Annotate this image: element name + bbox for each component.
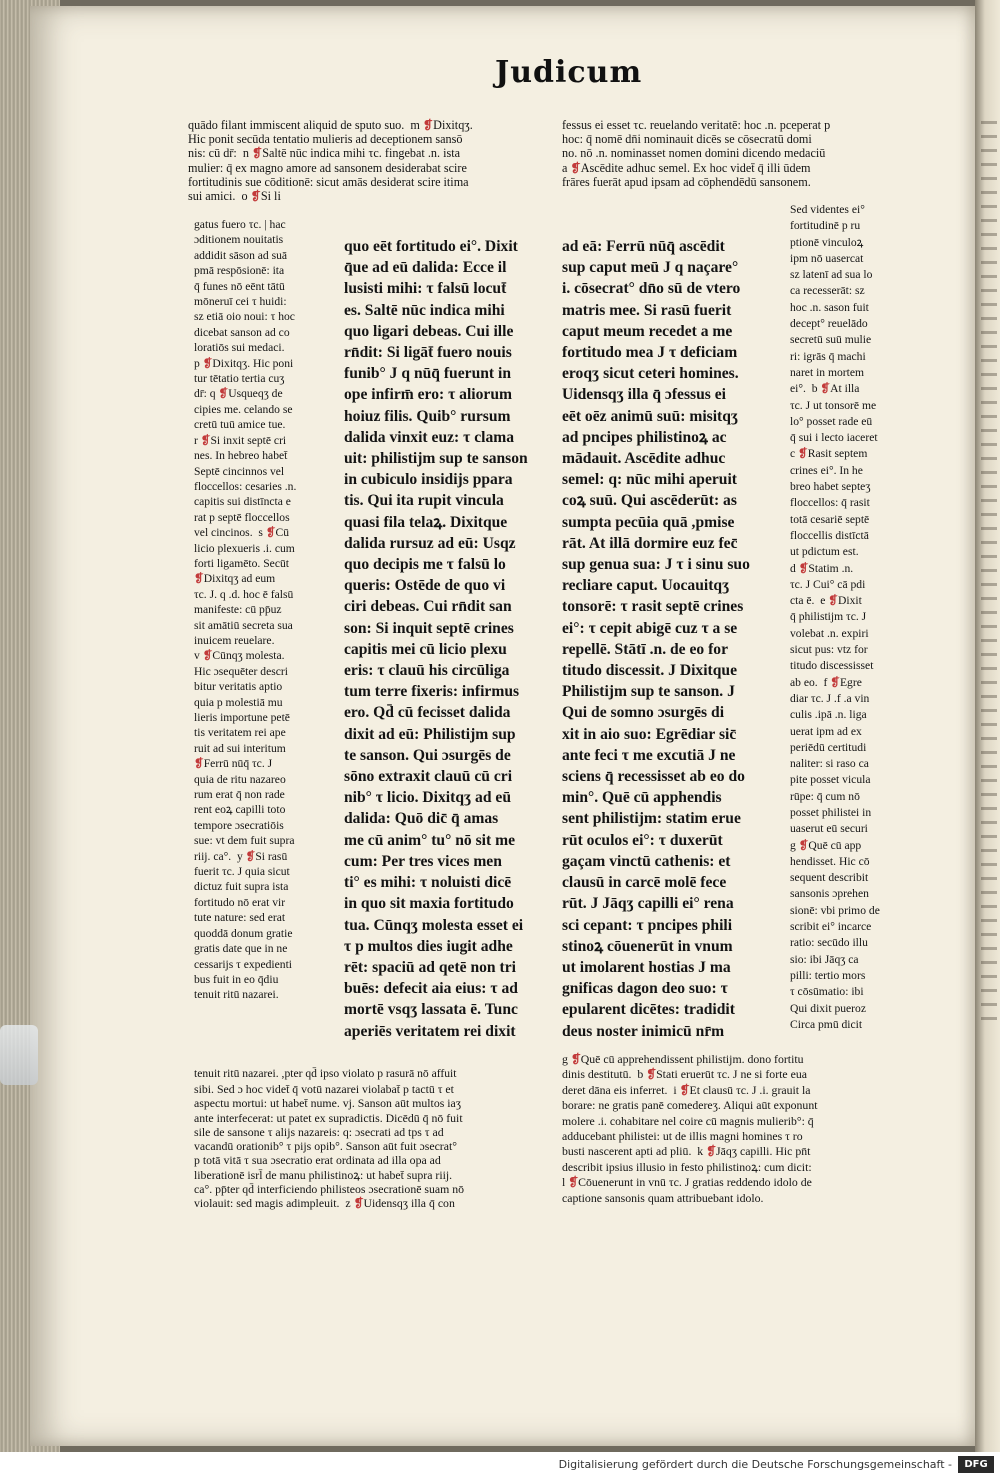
gloss-line: lieris importune petē: [194, 711, 290, 724]
gloss-line: lo° posset rade eū: [790, 414, 873, 428]
gloss-line: no. nō .n. nominasset nomen domini dicendo medaciū: [562, 146, 826, 161]
gloss-line: tempore ɔsecratiōis: [194, 818, 284, 832]
text-line: lusisti mihi: τ falsū locut̄: [344, 280, 507, 298]
gloss-line: τ cōsūmatio: ibi: [790, 985, 864, 999]
paragraph-mark-icon: ❡: [830, 675, 840, 689]
text-line: eēt oēz animū suū: misitqʒ: [562, 407, 739, 425]
text-line: Philistijm sup te sanson. J: [562, 683, 735, 701]
gloss-line: totā cesariē septē: [790, 512, 870, 526]
text-line: ope infirm̄ ero: τ aliorum: [344, 386, 513, 404]
left-gloss-column: [194, 217, 334, 1003]
gloss-line: sansonis ɔprehen: [790, 887, 869, 901]
top-right-gloss: [562, 118, 902, 189]
gloss-line: Qui dixit pueroz: [790, 1001, 866, 1015]
gloss-line: bitur veritatis aptio: [194, 680, 283, 694]
right-gloss-column: [790, 202, 905, 1033]
paragraph-mark-icon: ❡: [798, 447, 808, 461]
text-line: quo decipis me τ falsū lo: [344, 556, 506, 574]
gloss-line: uaserut eū securi: [790, 822, 868, 836]
text-line: xit in aio suo: Egrēdiar sic̄: [562, 725, 737, 743]
gloss-line: g ❡Quē cū apprehendissent philistijm. dono fortitu: [562, 1052, 804, 1066]
text-line: recliare caput. Uocauitqʒ: [562, 577, 730, 595]
text-line: q̄ue ad eū dalida: Ecce il: [344, 259, 507, 277]
gloss-line: bus fuit in eo q̄diu: [194, 972, 279, 986]
gloss-line: Circa pmū dicit: [790, 1017, 863, 1031]
gloss-line: Septē cincinnos vel: [194, 464, 285, 478]
gloss-line: decept° reuelādo: [790, 317, 868, 331]
text-line: rūt. J Jāqʒ capilli ei° rena: [562, 895, 734, 913]
gloss-line: tenuit ritū nazarei.: [194, 988, 279, 1002]
text-line: ti° es mihi: τ noluisti dicē: [344, 874, 512, 892]
gloss-line: ab eo. f ❡Egre: [790, 675, 862, 689]
text-line: caput meum recedet a me: [562, 322, 733, 340]
gloss-line: sio: ibi Jāqʒ ca: [790, 952, 859, 966]
gloss-line: fortitudo nō erat vir: [194, 895, 286, 909]
bible-text-column-1: [344, 236, 554, 1042]
gloss-line: v ❡Cūnqʒ molesta.: [194, 649, 285, 663]
text-line: epularent dicētes: tradidit: [562, 1001, 735, 1019]
gloss-line: addidit sāson ad suā: [194, 248, 288, 262]
gloss-line: quoddā donum gratie: [194, 926, 293, 940]
paragraph-mark-icon: ❡: [250, 189, 261, 204]
gloss-line: sibi. Sed ɔ hoc videt̄ q̄ votū nazarei violabat̄ p tactū τ et: [194, 1082, 454, 1096]
gloss-line: mōneruī cei τ huidi:: [194, 295, 287, 309]
text-line: tis. Qui ita rupit vincula: [344, 492, 504, 510]
gloss-line: dinis destitutū. b ❡Stati eruerūt τc. J ne si forte eua: [562, 1067, 807, 1082]
gloss-line: rum erat q̄ non rade: [194, 788, 285, 802]
top-gloss: [188, 118, 543, 203]
gloss-line: ❡Dixitqʒ ad eum: [194, 572, 276, 586]
text-line: clausū in carcē molē fece: [562, 874, 727, 892]
gloss-line: secretū suū mulie: [790, 333, 872, 347]
bottom-left-first-line: tenuit ritū nazarei. ,pter qd̄ ipso violato p rasurā nō affuit: [194, 1067, 457, 1080]
paragraph-mark-icon: ❡: [218, 387, 229, 401]
gloss-line: titudo discessisset: [790, 659, 874, 673]
paragraph-mark-icon: ❡: [251, 146, 263, 161]
text-line: rn̄dit: Si ligāt̄ fuero nouis: [344, 344, 512, 362]
gloss-line: l ❡Cōuenerunt in vnū τc. J gratias reddendo idolo de: [562, 1175, 812, 1190]
gloss-line: cta ē. e ❡Dixit: [790, 594, 862, 608]
gloss-line: g ❡Quē cū app: [790, 838, 862, 852]
gloss-line: manifeste: cū pp̄uz: [194, 603, 282, 617]
gloss-line: q̄ funes nō eēnt tātū: [194, 279, 285, 293]
gloss-line: cessarijs τ expedienti: [194, 957, 293, 971]
text-line: ad pncipes philistinoꝝ ac: [562, 428, 727, 446]
gloss-line: sue: vt dem fuit supra: [194, 834, 295, 848]
text-line: quasi fila telaꝝ. Dixitque: [344, 513, 508, 531]
text-line: nib° τ licio. Dixitqʒ ad eū: [344, 789, 512, 807]
gloss-line: mulier: q̄ ex magno amore ad sansonem desiderabat scire: [188, 160, 467, 175]
text-line: mortē vsqʒ lassata ē. Tunc: [344, 1001, 518, 1019]
gloss-line: ca recesserāt: sz: [790, 284, 865, 298]
gloss-line: q̄ sui i lecto iaceret: [790, 431, 878, 445]
gloss-line: rūpe: q̄ cum nō: [790, 789, 860, 803]
text-line: dalida vinxit euz: τ clama: [344, 428, 515, 446]
text-line: Qui de somno ɔsurgēs di: [562, 704, 725, 722]
paragraph-mark-icon: ❡: [706, 1144, 717, 1159]
gloss-line: busti nascerent apti ad pliū. k ❡Jāqʒ capilli. Hic pn̄t: [562, 1144, 811, 1159]
gloss-line: quia de ritu nazareo: [194, 772, 286, 786]
text-line: in cubiculo insidijs ppara: [344, 471, 513, 489]
gloss-line: loratiōs sui medaci.: [194, 341, 285, 355]
paragraph-mark-icon: ❡: [194, 572, 204, 586]
text-line: titudo discessit. J Dixitque: [562, 662, 738, 680]
text-line: rūt oculos ei°: τ duxerūt: [562, 831, 723, 849]
paragraph-mark-icon: ❡: [353, 1196, 364, 1211]
text-line: dixit ad eū: Philistijm sup: [344, 725, 516, 743]
gloss-line: quādo filant immiscent aliquid de sputo suo. m ❡Dixitqʒ.: [188, 118, 473, 132]
gloss-line: sz etiā oio noui: τ hoc: [194, 310, 295, 324]
gloss-line: r ❡Si inxit septē cri: [194, 433, 287, 447]
text-line: queris: Ostēde de quo vi: [344, 577, 506, 595]
text-line: te sanson. Qui ɔsurgēs de: [344, 746, 511, 764]
text-line: ciri debeas. Cui rn̄dit san: [344, 598, 512, 616]
gloss-line: naret in mortem: [790, 365, 865, 379]
running-head: Judicum: [495, 55, 643, 90]
paragraph-mark-icon: ❡: [570, 1052, 581, 1066]
text-line: dalida: Quō dic̄ q̄ amas: [344, 810, 499, 828]
gloss-line: floccellos: q̄ rasit: [790, 496, 870, 510]
text-line: capitis mei cū licio plexu: [344, 640, 507, 658]
gloss-line: ❡Ferrū nūq̄ τc. J: [194, 757, 273, 771]
gloss-line: sui amici. o ❡Si li: [188, 189, 281, 204]
gloss-line: volebat .n. expiri: [790, 626, 869, 640]
gloss-line: quia p molestiā mu: [194, 695, 283, 709]
paragraph-mark-icon: ❡: [202, 356, 213, 370]
gloss-line: τc. J. q .d. hoc ē falsū: [194, 587, 294, 601]
gloss-line: inuicem reuelare.: [194, 633, 275, 647]
paragraph-mark-icon: ❡: [422, 118, 434, 132]
gloss-line: hoc: q̄ nomē dn̄i nominauit dicēs se cōsecratū domi: [562, 132, 812, 147]
paragraph-mark-icon: ❡: [265, 526, 276, 540]
gloss-line: τc. J Cui° cā pdi: [790, 577, 866, 591]
gloss-line: borare: ne gratis panē comedereʒ. Aliqui aūt exponunt: [562, 1098, 818, 1113]
facing-page-text-edge: [981, 120, 997, 1020]
gloss-line: tis veritatem rei ape: [194, 726, 286, 740]
gloss-line: floccellis distīctā: [790, 528, 869, 542]
gloss-line: vacandū orationib° τ pijs opib°. Sanson aūt fuit ɔsecrat°: [194, 1139, 457, 1154]
digitization-footer: [0, 1452, 1000, 1479]
text-line: min°. Quē cū apphendis: [562, 789, 722, 807]
gloss-line: ante interfecerat: ut patet ex supradictis. Dicēdū q̄ nō fuit: [194, 1110, 463, 1125]
text-line: in quo sit maxia fortitudo: [344, 895, 514, 913]
gloss-line: captione sansonis quam attribuebant idolo.: [562, 1190, 764, 1205]
text-line: deus noster inimicū nr̄m: [562, 1022, 725, 1040]
gloss-line: nis: cū dr̄: n ❡Saltē nūc indica mihi τc. fingebat .n. ista: [188, 146, 461, 161]
dfg-logo: DFG: [958, 1456, 994, 1473]
gloss-line: p totā vitā τ sua ɔsecratio erat ordinata ad illa opa ad: [194, 1153, 441, 1168]
text-line: gaçam vinctū cathenis: et: [562, 852, 731, 870]
paragraph-mark-icon: ❡: [200, 433, 211, 447]
text-line: ante feci τ me excutiā J ne: [562, 746, 736, 764]
text-line: quo eēt fortitudo ei°. Dixit: [344, 238, 518, 255]
gloss-line: molere .i. cohabitare nel coire cū magnis mulierib°: q̄: [562, 1113, 814, 1128]
bottom-right-gloss: [562, 1052, 907, 1206]
gloss-line: sit amātiū secreta sua: [194, 618, 293, 632]
paragraph-mark-icon: ❡: [828, 594, 839, 608]
gloss-line: periēdū certitudi: [790, 740, 867, 754]
gloss-line: uerat ipm ad ex: [790, 724, 862, 738]
gloss-line: sequent describit: [790, 871, 869, 885]
paragraph-mark-icon: ❡: [570, 160, 581, 175]
gloss-line: ruit ad sui interitum: [194, 741, 286, 755]
text-line: eroqʒ sicut ceteri homines.: [562, 365, 739, 383]
gloss-line: sile de sansone τ alijs nazareis: q: ɔsecrati ad tps τ ad: [194, 1124, 444, 1139]
gloss-line: sz latenī ad sua lo: [790, 268, 873, 282]
gloss-line: ei°. b ❡At illa: [790, 382, 860, 396]
text-line: sōno extraxit clauū cū cri: [344, 768, 513, 786]
text-line: hoiuz filis. Quib° rursum: [344, 407, 511, 425]
gloss-line: ratio: secūdo illu: [790, 936, 868, 950]
gloss-line: ptionē vinculoꝝ: [790, 235, 864, 249]
text-line: sup genua sua: J τ i sinu suo: [562, 556, 750, 574]
text-line: sup caput meū J q naçare°: [562, 259, 739, 277]
gloss-line: fortitudinē p ru: [790, 219, 861, 233]
text-line: sci cepant: τ pncipes phili: [562, 916, 733, 934]
gloss-line: liberationē isrl̄ de manu philistinoꝝ: ut habet̄ supra riij.: [194, 1167, 453, 1182]
gloss-line: frāres fuerāt apud ipsam ad cōphendēdū sansonem.: [562, 174, 811, 189]
paragraph-mark-icon: ❡: [202, 649, 213, 663]
text-line: gnificas dagon deo suo: τ: [562, 980, 728, 998]
gloss-line: naliter: si raso ca: [790, 757, 869, 771]
gloss-line: pmā respōsionē: ita: [194, 264, 285, 278]
gloss-line: fuerit τc. J quia sicut: [194, 865, 290, 879]
gloss-line: deret dāna eis inferret. i ❡Et clausū τc. J .i. grauit la: [562, 1082, 811, 1097]
paragraph-mark-icon: ❡: [646, 1067, 657, 1082]
text-line: stinoꝝ cōuenerūt in vnum: [562, 937, 733, 955]
footer-credit: Digitalisierung gefördert durch die Deutsche Forschungsgemeinschaft -: [558, 1458, 952, 1471]
paragraph-mark-icon: ❡: [798, 838, 809, 852]
text-line: ad eā: Ferrū nūq̄ ascēdit: [562, 238, 725, 255]
gloss-line: Hic ɔsequēter descri: [194, 664, 288, 678]
gloss-line: gatus fuero τc. | hac: [194, 218, 286, 231]
gloss-line: cretū tuū amice tue.: [194, 418, 286, 432]
gloss-line: tur tētatio tertia cuʒ: [194, 372, 285, 386]
text-line: tua. Cūnqʒ molesta esset ei: [344, 916, 524, 934]
paragraph-mark-icon: ❡: [568, 1175, 579, 1190]
gloss-line: fortitudinis sue cōditionē: sicut amās desiderat scire itima: [188, 174, 469, 189]
text-line: rēt: spaciū ad qetē non tri: [344, 958, 516, 976]
text-line: ut imolarent hostias J ma: [562, 958, 731, 976]
gloss-line: capitis sui distīncta e: [194, 495, 291, 509]
paragraph-mark-icon: ❡: [245, 849, 256, 863]
text-line: fortitudo mea J τ deficiam: [562, 344, 738, 362]
gloss-line: crines ei°. In he: [790, 463, 863, 477]
text-line: matris mee. Si rasū fuerit: [562, 301, 732, 319]
gloss-line: q̄ philistijm τc. J: [790, 610, 867, 624]
gloss-line: rat p septē floccellos: [194, 510, 290, 524]
gloss-line: Hic ponit secūda tentatio mulieris ad deceptionem sansō: [188, 132, 463, 147]
gloss-line: ca°. pp̄ter qd̄ interficiendo philisteos ɔsecrationē suam nō: [194, 1182, 465, 1197]
bible-text-column-2: [562, 236, 772, 1042]
gloss-line: posset philistei in: [790, 805, 872, 819]
gloss-line: hoc .n. sason fuit: [790, 300, 869, 314]
gloss-line: dictuz fuit supra ista: [194, 880, 289, 894]
gloss-line: diar τc. J .f .a vin: [790, 691, 870, 705]
gloss-line: c ❡Rasit septem: [790, 447, 868, 461]
text-line: τ p multos dies iugit adhe: [344, 937, 513, 955]
text-line: me cū anim° tu° nō sit me: [344, 831, 515, 849]
text-line: aperiēs veritatem rei dixit: [344, 1022, 516, 1040]
bottom-left-gloss: [194, 1082, 544, 1211]
text-line: coꝝ suū. Qui ascēderūt: as: [562, 492, 737, 510]
gloss-line: violauit: sed magis adimpleuit. z ❡Uidensqʒ illa q̄ con: [194, 1196, 455, 1211]
gloss-line: sicut pus: vtz for: [790, 643, 868, 657]
gloss-line: τc. J ut tonsorē me: [790, 398, 877, 412]
text-line: i. cōsecrat° dn̄o sū de vtero: [562, 280, 741, 298]
gloss-line: licio plexueris .i. cum: [194, 541, 295, 555]
gloss-line: ipm nō uasercat: [790, 251, 864, 265]
gloss-line: pilli: tertio mors: [790, 968, 866, 982]
gloss-line: rent eoꝝ capilli toto: [194, 803, 286, 817]
gloss-line: culis .ipā .n. liga: [790, 708, 867, 722]
gloss-line: a ❡Ascēdite adhuc semel. Ex hoc videt̄ q̄ illi ūdem: [562, 160, 811, 175]
text-line: repellē. Stātī .n. de eo for: [562, 640, 729, 658]
gloss-line: dicebat sanson ad co: [194, 325, 290, 339]
text-line: dalida rursuz ad eū: Usqz: [344, 534, 516, 552]
text-line: sciens q̄ recessisset ab eo do: [562, 768, 745, 786]
paragraph-mark-icon: ❡: [194, 757, 204, 771]
text-line: quo ligari debeas. Cui ille: [344, 322, 514, 340]
gloss-line: adducebant philistei: ut de illis magni homines τ ro: [562, 1129, 803, 1144]
text-line: mādauit. Ascēdite adhuc: [562, 450, 726, 468]
gloss-line: ɔditionem nouitatis: [194, 233, 284, 247]
paragraph-mark-icon: ❡: [798, 561, 809, 575]
gloss-line: ri: igrās q̄ machi: [790, 349, 866, 363]
text-line: son: Si inquit septē crines: [344, 619, 514, 637]
text-line: es. Saltē nūc indica mihi: [344, 301, 505, 319]
gloss-line: floccellos: cesaries .n.: [194, 479, 297, 493]
gloss-line: tute nature: sed erat: [194, 911, 286, 925]
text-line: sumpta pecūia quā ,pmise: [562, 513, 735, 531]
text-line: ero. Qd̄ cū fecisset dalida: [344, 704, 511, 722]
text-line: uit: philistijm sup te sanson: [344, 450, 528, 468]
gloss-line: sionē: vbi primo de: [790, 903, 880, 917]
gloss-line: Sed videntes ei°: [790, 203, 865, 216]
text-line: rāt. At illā dormire euz fec̄: [562, 534, 738, 552]
paragraph-mark-icon: ❡: [679, 1082, 690, 1097]
gloss-line: forti ligamēto. Secūt: [194, 556, 289, 570]
text-line: buēs: defecit aia eius: τ ad: [344, 980, 518, 998]
paragraph-mark-icon: ❡: [820, 382, 831, 396]
text-line: semel: q: nūc mihi aperuit: [562, 471, 737, 489]
text-line: ei°: τ cepit abigē cuz τ a se: [562, 619, 738, 637]
text-line: cum: Per tres vices men: [344, 852, 502, 870]
text-line: Uidensqʒ illa q̄ ɔfessus ei: [562, 386, 726, 404]
text-line: funib° J q nūq̄ fuerunt in: [344, 365, 512, 383]
gloss-line: d ❡Statim .n.: [790, 561, 854, 575]
gloss-line: riij. ca°. y ❡Si rasū: [194, 849, 288, 863]
gloss-line: scribit ei° incarce: [790, 920, 872, 934]
gloss-line: dr̄: q ❡Usqueqʒ de: [194, 387, 283, 401]
facing-page-edge: [975, 0, 1000, 1479]
gloss-line: pite posset vicula: [790, 773, 871, 787]
gloss-line: p ❡Dixitqʒ. Hic poni: [194, 356, 294, 370]
gloss-line: ut pdictum est.: [790, 545, 859, 559]
gloss-line: hendisset. Hic cō: [790, 854, 870, 868]
gloss-line: fessus ei esset τc. reuelando veritatē: hoc .n. pceperat p: [562, 118, 831, 132]
gloss-line: vel cincinos. s ❡Cū: [194, 526, 290, 540]
text-line: tum terre fixeris: infirmus: [344, 683, 520, 701]
text-line: tonsorē: τ rasit septē crines: [562, 598, 744, 616]
gloss-line: nes. In hebreo habet̄: [194, 449, 288, 463]
gloss-line: describit ipsius illusio in festo philistinoꝝ: cum dicit:: [562, 1159, 812, 1174]
gloss-line: aspectu mortui: ut habet̄ nume. vj. Sanson aūt multos iaʒ: [194, 1096, 462, 1111]
gloss-line: breo habet septeʒ: [790, 480, 871, 494]
gloss-line: cipies me. celando se: [194, 402, 293, 416]
gloss-line: gratis date que in ne: [194, 942, 288, 956]
text-line: eris: τ clauū his circūliga: [344, 662, 510, 680]
page-clip: [0, 1025, 38, 1085]
text-line: sent philistijm: statim erue: [562, 810, 741, 828]
